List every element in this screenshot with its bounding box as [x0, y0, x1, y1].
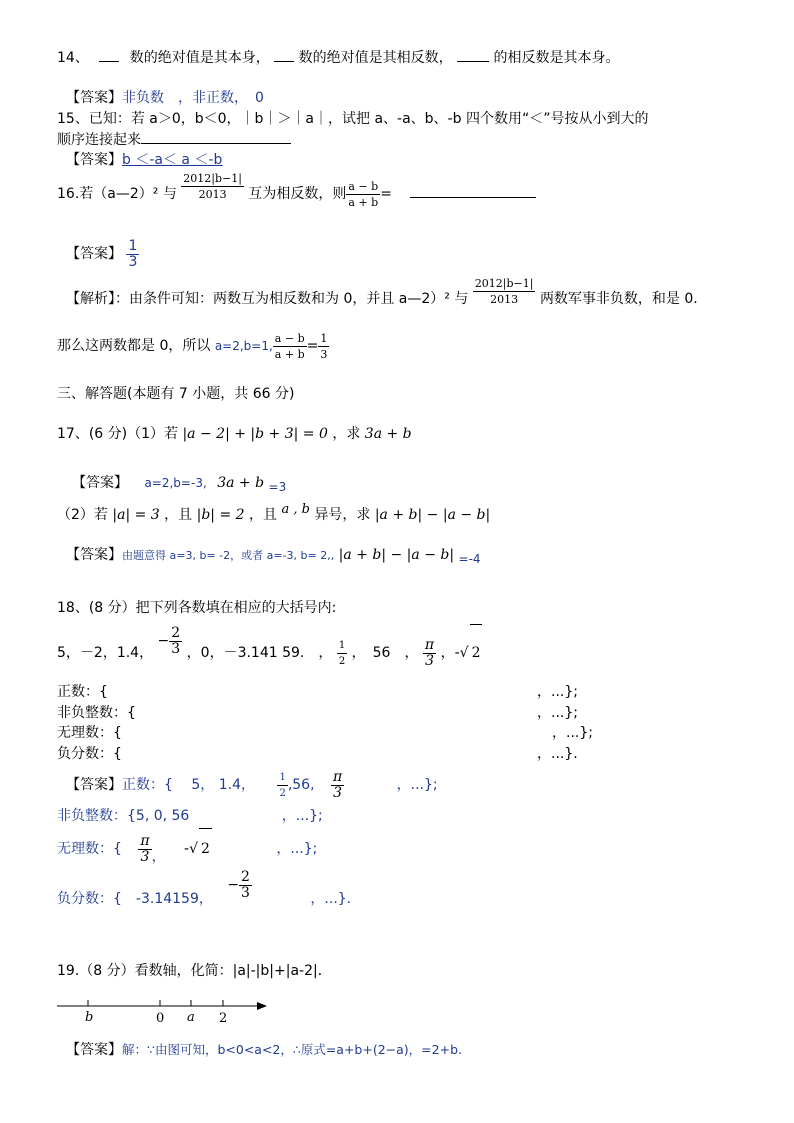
explanation-tag: 【解析】 [66, 291, 115, 307]
q18-ans-neg-fraction [227, 868, 256, 901]
q14-answer [66, 88, 264, 108]
answer-tag: 【答案】 [66, 1042, 122, 1058]
q17-expr-1: |a − 2| + |b + 3| = 0 [182, 426, 328, 442]
number-line [55, 995, 275, 1027]
q16-exp2-result-num: 1 [320, 331, 328, 345]
q16-exp-text-2: 两数军事非负数，和是 0. [539, 291, 698, 307]
q18-ans-neg-frac [239, 870, 252, 901]
q17-p2-text-1: （2）若 [57, 507, 108, 523]
q18-neg-frac-num: 2 [171, 624, 181, 641]
q17-answer-2-result: =-4 [458, 552, 481, 566]
answer-tag: 【答案】 [66, 246, 122, 262]
q18-numbers [57, 624, 482, 681]
q18-ans-irr-pi-den: 3 [140, 848, 150, 865]
q18-neg-frac [169, 626, 182, 657]
q18-ans-irr-pi-num: π [140, 832, 150, 849]
q17-answer-2-text: 由题意得 a=3, b= -2，或者 a=-3, b= 2,, [122, 549, 335, 562]
q17-p2-text-2: ，且 [164, 507, 193, 523]
q18-neg-fraction [157, 624, 187, 657]
q18-ans-neg-frac-num: 2 [241, 868, 250, 885]
q18-ans-half [277, 770, 287, 801]
q17-p2-expr-3: a , b [281, 502, 310, 517]
q16-exp-fraction [473, 276, 536, 307]
q16-exp-fraction-num: 2012|b−1| [474, 276, 534, 290]
q18-ans-sqrt-value: 2 [199, 828, 212, 869]
q17-p2-expr-4: |a + b| − |a − b| [374, 507, 491, 523]
q14-text-1: 数的绝对值是其本身， [129, 50, 270, 66]
q16-text-2: 互为相反数，则 [248, 186, 347, 202]
q16-ab-fraction [346, 179, 380, 210]
q16-exp-fraction-den: 2013 [490, 292, 519, 306]
q15-line-2 [57, 129, 291, 150]
q18-ans-pos-1: 正数：{ 5， 1.4， [122, 777, 255, 793]
q16-answer-num: 1 [128, 237, 138, 254]
q14-text-3: 的相反数是其本身。 [493, 50, 620, 66]
q18-answer-neg [57, 868, 352, 922]
answer-tag: 【答案】 [66, 90, 122, 106]
q18-half-num: 1 [337, 638, 347, 654]
q19-answer [66, 1040, 462, 1060]
q14-number: 14、 [57, 50, 89, 66]
q18-half [337, 638, 347, 669]
q17-answer-1-expr: 3a + b [217, 475, 265, 491]
q18-nums-4: ，- [440, 645, 460, 661]
q18-ans-neg-frac-den: 3 [241, 884, 250, 901]
q18-ans-pos-2: ,56, [287, 777, 315, 793]
q14-answer-text: 非负数 ，非正数， 0 [122, 90, 264, 106]
answer-tag: 【答案】 [66, 547, 122, 563]
q17-answer-2 [66, 545, 481, 566]
q14-text-2: 数的绝对值是其相反数， [298, 50, 453, 66]
q16-answer-den: 3 [128, 253, 138, 270]
q18-ans-neg-1: 负分数：{ -3.14159， [57, 891, 213, 907]
q18-answer-nonneg [57, 806, 323, 826]
q16-exp2-result-den: 3 [320, 347, 328, 361]
q17-p2-expr-1: |a| = 3 [112, 507, 160, 523]
q16-exp2-eq: = [306, 338, 319, 354]
q18-ans-nonneg-1: 非负整数：{5, 0, 56 [57, 808, 190, 824]
q17-p2-expr-2: |b| = 2 [196, 507, 245, 523]
answer-tag: 【答案】 [72, 475, 128, 491]
q18-nums-2: ，0，－3.141 59. ， [186, 645, 333, 661]
q18-pi-frac [423, 638, 436, 669]
q16-answer-fraction [126, 239, 139, 270]
q14-blank-3[interactable] [457, 47, 489, 62]
q18-irr-label: 无理数：{ [57, 725, 122, 741]
q18-neg-frac-den: 3 [171, 640, 181, 657]
answer-tag: 【答案】 [66, 152, 122, 168]
q18-nonneg-label: 非负整数：{ [57, 705, 136, 721]
q15-answer-text: b ＜-a＜ a ＜-b [122, 152, 223, 168]
q18-neg-sign: − [157, 633, 170, 649]
label-b: b [85, 1010, 94, 1025]
q18-sqrt: √ 2 [460, 645, 483, 661]
q18-ans-pi-den: 3 [333, 784, 343, 801]
q17-answer-1-result: =3 [268, 480, 287, 494]
q17-text-1: 17、(6 分)（1）若 [57, 426, 179, 442]
q18-nums-1: 5，－2，1.4， [57, 645, 154, 661]
q16-fraction-num: 2012|b−1| [183, 171, 242, 185]
q18-ans-irr-pi [138, 834, 151, 865]
q17-part-1 [57, 424, 412, 444]
answer-tag: 【答案】 [66, 777, 122, 793]
q17-answer-2-expr: |a + b| − |a − b| [338, 547, 455, 563]
q18-ans-pi-num: π [332, 768, 343, 785]
q16-explanation-line-2 [57, 327, 329, 365]
number-line-arrow [257, 1002, 267, 1010]
q18-ans-half-den: 2 [279, 787, 286, 799]
q16-exp-text-1: ：由条件可知：两数互为相反数和为 0，并且 a—2）² 与 [115, 291, 469, 307]
q17-p2-text-4: 异号，求 [314, 507, 371, 523]
q18-nums-3: ， 56 ， [351, 645, 419, 661]
q16-eq: = [380, 186, 392, 202]
q18-irr-end: ，...}; [552, 725, 593, 741]
q18-ans-irr-1: 无理数：{ [57, 841, 122, 857]
q18-ans-sqrt: √ 2 [189, 841, 212, 857]
q15-answer [66, 150, 222, 170]
q18-ans-neg-2: ，...}. [310, 891, 352, 907]
q18-pi-den: 3 [425, 652, 434, 669]
q18-title: 18、(8 分）把下列各数填在相应的大括号内: [57, 600, 337, 616]
q18-ans-irr-4: ，...}; [276, 841, 318, 857]
q18-ans-irr-3: - [184, 841, 190, 857]
section-3-title: 三、解答题(本题有 7 小题，共 66 分) [57, 386, 295, 402]
q18-pos-label: 正数：{ [57, 684, 108, 700]
q16-ab-num: a − b [348, 179, 379, 193]
q18-ans-nonneg-2: ，...}; [281, 808, 323, 824]
q18-negf-end: ，...}. [537, 746, 578, 762]
q14-blank-1[interactable] [99, 47, 119, 62]
q16-exp2-text: 那么这两数都是 0，所以 [57, 338, 211, 354]
q18-ans-irr-2: ， [151, 849, 166, 865]
q16-exp2-result [318, 331, 329, 362]
q16-line [57, 171, 536, 211]
q16-text-1: 16.若（a—2）² 与 [57, 186, 177, 202]
q18-answer-irr [57, 828, 317, 869]
q17-answer-1-values: a=2,b=-3, [144, 476, 207, 490]
q18-half-den: 2 [338, 655, 346, 667]
q16-fraction [181, 171, 244, 202]
q17-expr-2: 3a + b [364, 426, 412, 442]
q14-blank-2[interactable] [274, 47, 294, 62]
q16-exp2-values: a=2,b=1, [214, 339, 273, 353]
q18-answer-pos [66, 766, 438, 804]
q16-ab-den: a + b [348, 195, 379, 209]
q19-answer-text: 解：∵由图可知，b<0<a<2，∴原式=a+b+(2−a)，=2+b. [122, 1042, 462, 1057]
q17-answer-1 [72, 473, 286, 493]
q18-pi-num: π [424, 636, 435, 653]
q16-blank[interactable] [410, 183, 536, 198]
label-0: 0 [156, 1011, 165, 1026]
q18-ans-pos-3: ，...}; [396, 777, 438, 793]
q16-exp2-ab-num: a − b [274, 331, 305, 345]
q18-ans-half-num: 1 [277, 770, 287, 786]
q17-p2-text-3: ，且 [249, 507, 277, 523]
q16-fraction-den: 2013 [198, 187, 227, 201]
q16-answer [66, 236, 139, 272]
q18-negf-label: 负分数：{ [57, 746, 122, 762]
q16-explanation-line-1 [66, 276, 698, 318]
q19-title: 19.（8 分）看数轴，化简：|a|-|b|+|a-2|． [57, 963, 332, 979]
q18-pos-end: ，...}; [537, 684, 578, 700]
label-a: a [187, 1010, 195, 1025]
q18-ans-pi [331, 770, 344, 801]
label-2: 2 [219, 1011, 228, 1026]
q17-part-2 [57, 502, 491, 526]
q15-blank[interactable] [141, 129, 291, 144]
q18-ans-neg-sign: − [227, 877, 240, 893]
q15-line-1: 15、已知：若 a＞0，b＜0，｜b｜＞｜a｜，试把 a、-a、b、-b 四个数用“＜”号按从小到大的 [57, 111, 649, 127]
q16-exp2-ab-den: a + b [274, 347, 305, 361]
q15-line-2-text: 顺序连接起来 [57, 132, 141, 148]
q16-exp2-ab-fraction [273, 331, 307, 362]
q18-sqrt-value: 2 [470, 624, 483, 681]
q17-text-2: ，求 [332, 426, 361, 442]
q14-line [57, 47, 620, 68]
q18-nonneg-end: ，...}; [537, 705, 578, 721]
